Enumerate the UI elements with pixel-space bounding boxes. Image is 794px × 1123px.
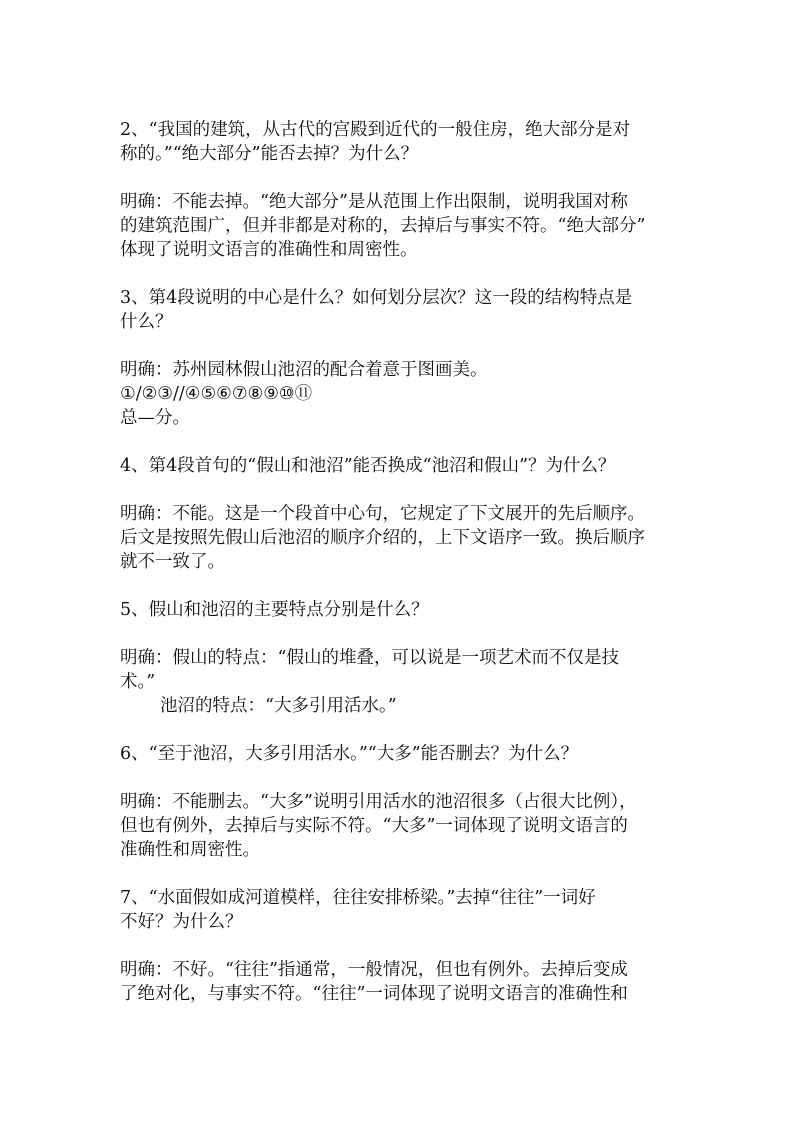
text-line: 4、第4段首句的“假山和池沼”能否换成“池沼和假山”？为什么？	[120, 456, 616, 476]
text-line: 明确：假山的特点：“假山的堆叠，可以说是一项艺术而不仅是技	[120, 648, 619, 668]
answer-4	[120, 502, 690, 574]
text-line: 后文是按照先假山后池沼的顺序介绍的，上下文语序一致。换后顺序	[120, 528, 645, 548]
text-line: 总—分。	[120, 408, 190, 428]
text-line: 6、“至于池沼，大多引用活水。”“大多”能否删去？为什么？	[120, 744, 579, 764]
question-7	[120, 886, 690, 934]
text-line: 明确：不好。“往往”指通常，一般情况，但也有例外。去掉后变成	[120, 960, 628, 980]
question-4	[120, 454, 690, 478]
text-line: 不好？为什么？	[120, 912, 243, 932]
question-2	[120, 118, 690, 166]
answer-6	[120, 790, 690, 862]
answer-5	[120, 646, 690, 718]
text-line: 准确性和周密性。	[120, 840, 260, 860]
text-line: 3、第4段说明的中心是什么？如何划分层次？这一段的结构特点是	[120, 288, 633, 308]
text-line: 2、“我国的建筑，从古代的宫殿到近代的一般住房，绝大部分是对	[120, 120, 631, 140]
text-line: 5、假山和池沼的主要特点分别是什么？	[120, 600, 429, 620]
text-line-indented: 池沼的特点：“大多引用活水。”	[160, 696, 397, 716]
answer-7	[120, 958, 690, 1006]
text-line: 就不一致了。	[120, 552, 225, 572]
text-line: 7、“水面假如成河道模样，往往安排桥梁。”去掉“往往”一词好	[120, 888, 596, 908]
text-line: 术。”	[120, 672, 156, 692]
text-line: 体现了说明文语言的准确性和周密性。	[120, 240, 418, 260]
question-6	[120, 742, 690, 766]
text-line: 明确：不能。这是一个段首中心句，它规定了下文展开的先后顺序。	[120, 504, 645, 524]
text-line: 明确：不能去掉。“绝大部分”是从范围上作出限制，说明我国对称	[120, 192, 628, 212]
text-line: 明确：不能删去。“大多”说明引用活水的池沼很多（占很大比例），	[120, 792, 637, 812]
question-5	[120, 598, 690, 622]
document-page	[120, 118, 690, 1030]
text-line: 但也有例外，去掉后与实际不符。“大多”一词体现了说明文语言的	[120, 816, 628, 836]
text-line: ①/②③//④⑤⑥⑦⑧⑨⑩⑪	[120, 384, 313, 404]
answer-2	[120, 190, 690, 262]
text-line: 称的。”“绝大部分”能否去掉？为什么？	[120, 144, 419, 164]
text-line: 明确：苏州园林假山池沼的配合着意于图画美。	[120, 360, 488, 380]
answer-3	[120, 358, 690, 430]
text-line: 了绝对化，与事实不符。“往往”一词体现了说明文语言的准确性和	[120, 984, 628, 1004]
question-3	[120, 286, 690, 334]
text-line: 的建筑范围广，但并非都是对称的，去掉后与事实不符。“绝大部分”	[120, 216, 646, 236]
text-line: 什么？	[120, 312, 173, 332]
